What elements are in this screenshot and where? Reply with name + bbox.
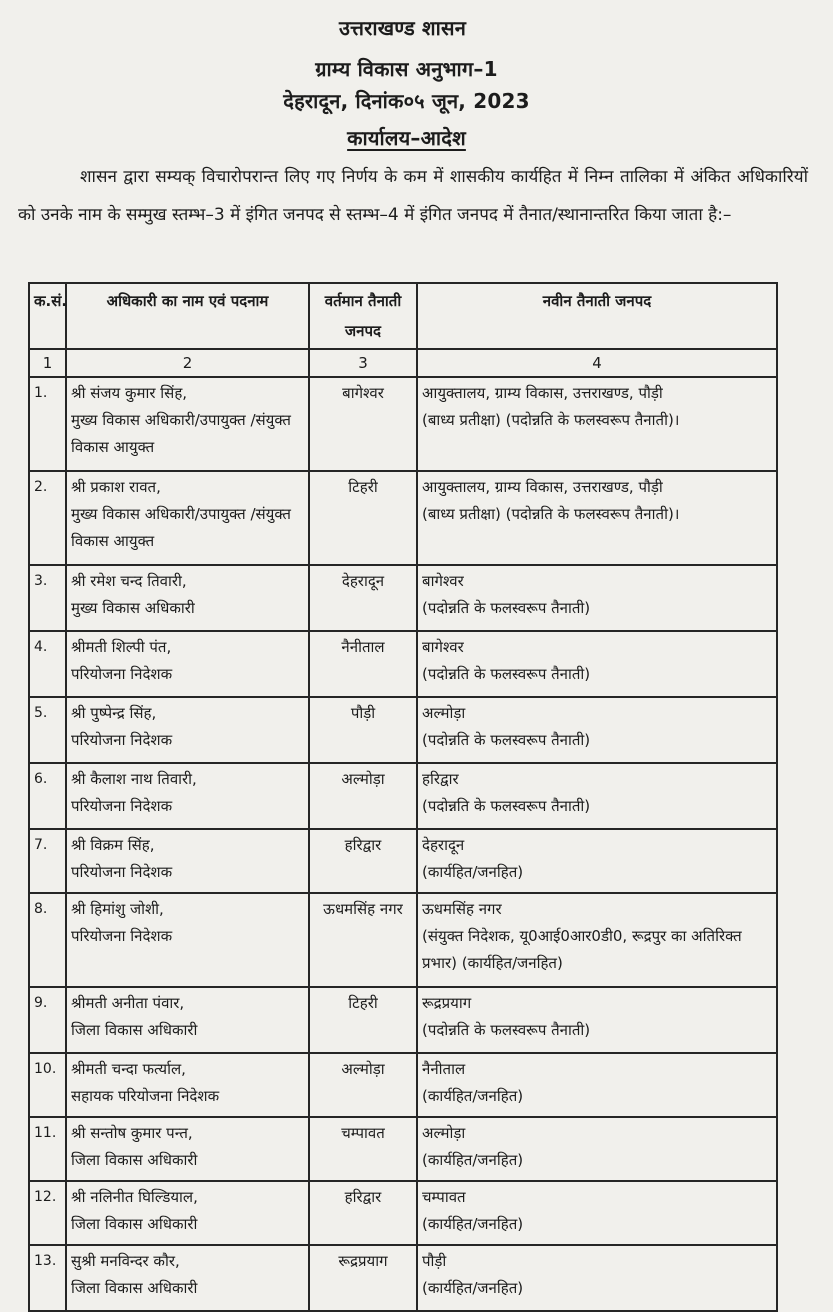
header-new-district: नवीन तैनाती जनपद: [417, 283, 777, 349]
order-paragraph: [18, 158, 808, 234]
new-posting: चम्पावत: [422, 1188, 466, 1206]
new-posting: आयुक्तालय, ग्राम्य विकास, उत्तराखण्ड, पौड़ी: [422, 384, 663, 402]
new-district-cell: [417, 1053, 777, 1117]
current-district-cell: रूद्रप्रयाग: [309, 1245, 417, 1311]
header-officer: अधिकारी का नाम एवं पदनाम: [66, 283, 309, 349]
officer-designation: परियोजना निदेशक: [71, 797, 173, 815]
serial-cell: 8.: [29, 893, 66, 987]
new-posting: हरिद्वार: [422, 770, 459, 788]
new-district-cell: [417, 829, 777, 893]
col-number: 1: [29, 349, 66, 377]
officer-designation: जिला विकास अधिकारी: [71, 1021, 198, 1039]
officer-name: श्री कैलाश नाथ तिवारी,: [71, 770, 197, 788]
current-district-cell: पौड़ी: [309, 697, 417, 763]
officer-designation: परियोजना निदेशक: [71, 665, 173, 683]
table-row: [29, 1181, 777, 1245]
officer-name: श्री नलिनीत घिल्डियाल,: [71, 1188, 198, 1206]
new-district-cell: [417, 631, 777, 697]
serial-cell: 12.: [29, 1181, 66, 1245]
posting-note: (कार्यहित/जनहित): [422, 1279, 524, 1297]
officer-name: सुश्री मनविन्दर कौर,: [71, 1252, 180, 1270]
officer-cell: [66, 1181, 309, 1245]
table-row: [29, 377, 777, 471]
posting-note: (पदोन्नति के फलस्वरूप तैनाती): [422, 1021, 591, 1039]
officer-designation: जिला विकास अधिकारी: [71, 1151, 198, 1169]
header-current-district: वर्तमान तैनाती जनपद: [309, 283, 417, 349]
new-district-cell: [417, 1245, 777, 1311]
officer-name: श्री सन्तोष कुमार पन्त,: [71, 1124, 193, 1142]
new-district-cell: [417, 1181, 777, 1245]
officer-cell: [66, 565, 309, 631]
posting-note: (पदोन्नति के फलस्वरूप तैनाती): [422, 731, 591, 749]
serial-cell: 3.: [29, 565, 66, 631]
posting-note: (कार्यहित/जनहित): [422, 1151, 524, 1169]
new-posting: अल्मोड़ा: [422, 704, 466, 722]
current-district-cell: चम्पावत: [309, 1117, 417, 1181]
serial-cell: 1.: [29, 377, 66, 471]
officer-cell: [66, 697, 309, 763]
new-posting: रूद्रप्रयाग: [422, 994, 472, 1012]
officer-designation: सहायक परियोजना निदेशक: [71, 1087, 220, 1105]
place-date: देहरादून, दिनांक०५ जून, 2023: [283, 89, 530, 113]
col-number: 2: [66, 349, 309, 377]
serial-cell: 9.: [29, 987, 66, 1053]
officer-name: श्रीमती शिल्पी पंत,: [71, 638, 172, 656]
new-posting: नैनीताल: [422, 1060, 466, 1078]
table-row: [29, 565, 777, 631]
new-district-cell: [417, 377, 777, 471]
officer-name: श्री संजय कुमार सिंह,: [71, 384, 188, 402]
posting-note: (पदोन्नति के फलस्वरूप तैनाती): [422, 797, 591, 815]
new-district-cell: [417, 471, 777, 565]
officer-cell: [66, 987, 309, 1053]
officer-name: श्री प्रकाश रावत,: [71, 478, 161, 496]
officer-designation: मुख्य विकास अधिकारी/उपायुक्त /संयुक्त विकास आयुक्त: [71, 505, 291, 550]
new-district-cell: [417, 763, 777, 829]
new-district-cell: [417, 1117, 777, 1181]
posting-note: (बाध्य प्रतीक्षा) (पदोन्नति के फलस्वरूप तैनाती)।: [422, 505, 680, 523]
current-district-cell: बागेश्वर: [309, 377, 417, 471]
current-district-cell: ऊधमसिंह नगर: [309, 893, 417, 987]
posting-note: (पदोन्नति के फलस्वरूप तैनाती): [422, 665, 591, 683]
officer-name: श्री हिमांशु जोशी,: [71, 900, 164, 918]
new-district-cell: [417, 987, 777, 1053]
officer-designation: परियोजना निदेशक: [71, 731, 173, 749]
officer-designation: जिला विकास अधिकारी: [71, 1279, 198, 1297]
current-district-cell: अल्मोड़ा: [309, 763, 417, 829]
current-district-cell: हरिद्वार: [309, 1181, 417, 1245]
posting-note: (बाध्य प्रतीक्षा) (पदोन्नति के फलस्वरूप तैनाती)।: [422, 411, 680, 429]
officer-cell: [66, 1245, 309, 1311]
posting-note: (कार्यहित/जनहित): [422, 863, 524, 881]
posting-note: (संयुक्त निदेशक, यू0आई0आर0डी0, रूद्रपुर का अतिरिक्त प्रभार) (कार्यहित/जनहित): [422, 927, 742, 972]
officer-designation: जिला विकास अधिकारी: [71, 1215, 198, 1233]
table-row: [29, 631, 777, 697]
current-district-cell: टिहरी: [309, 987, 417, 1053]
posting-note: (कार्यहित/जनहित): [422, 1087, 524, 1105]
table-body: [29, 377, 777, 1311]
new-district-cell: [417, 893, 777, 987]
table-row: [29, 697, 777, 763]
new-posting: बागेश्वर: [422, 638, 464, 656]
table-row: [29, 1245, 777, 1311]
new-posting: ऊधमसिंह नगर: [422, 900, 502, 918]
serial-cell: 11.: [29, 1117, 66, 1181]
new-posting: देहरादून: [422, 836, 465, 854]
table-row: [29, 763, 777, 829]
col-number: 4: [417, 349, 777, 377]
table-row: [29, 1053, 777, 1117]
posting-note: (पदोन्नति के फलस्वरूप तैनाती): [422, 599, 591, 617]
serial-cell: 6.: [29, 763, 66, 829]
order-paragraph-text: शासन द्वारा सम्यक् विचारोपरान्त लिए गए निर्णय के कम में शासकीय कार्यहित में निम्न तालिका में अंकित अधिकारियों को उनके नाम के सम्मुख स्तम्भ–3 में इंगित जनपद से स्तम्भ–4 में इंगित जनपद में तैनात/स्थानान्तरित किया जाता है:–: [18, 167, 808, 225]
current-district-cell: हरिद्वार: [309, 829, 417, 893]
officer-cell: [66, 377, 309, 471]
serial-cell: 13.: [29, 1245, 66, 1311]
header-serial: क.सं.: [29, 283, 66, 349]
new-posting: अल्मोड़ा: [422, 1124, 466, 1142]
department-section: ग्राम्य विकास अनुभाग–1: [315, 57, 498, 81]
table-row: [29, 893, 777, 987]
officer-designation: मुख्य विकास अधिकारी: [71, 599, 195, 617]
transfer-table: [28, 282, 778, 1312]
officer-cell: [66, 763, 309, 829]
officer-cell: [66, 1117, 309, 1181]
serial-cell: 2.: [29, 471, 66, 565]
officer-cell: [66, 829, 309, 893]
officer-name: श्री रमेश चन्द तिवारी,: [71, 572, 187, 590]
column-number-row: [29, 349, 777, 377]
table-row: [29, 829, 777, 893]
serial-cell: 7.: [29, 829, 66, 893]
serial-cell: 5.: [29, 697, 66, 763]
officer-cell: [66, 471, 309, 565]
table-row: [29, 471, 777, 565]
table-header-row: [29, 283, 777, 349]
officer-designation: मुख्य विकास अधिकारी/उपायुक्त /संयुक्त विकास आयुक्त: [71, 411, 291, 456]
officer-cell: [66, 1053, 309, 1117]
officer-name: श्रीमती अनीता पंवार,: [71, 994, 185, 1012]
new-posting: आयुक्तालय, ग्राम्य विकास, उत्तराखण्ड, पौड़ी: [422, 478, 663, 496]
table-row: [29, 987, 777, 1053]
current-district-cell: अल्मोड़ा: [309, 1053, 417, 1117]
serial-cell: 4.: [29, 631, 66, 697]
officer-name: श्रीमती चन्दा फर्त्याल,: [71, 1060, 186, 1078]
serial-cell: 10.: [29, 1053, 66, 1117]
officer-cell: [66, 893, 309, 987]
table-row: [29, 1117, 777, 1181]
col-number: 3: [309, 349, 417, 377]
current-district-cell: नैनीताल: [309, 631, 417, 697]
office-order-title: कार्यालय–आदेश: [347, 126, 466, 150]
officer-designation: परियोजना निदेशक: [71, 863, 173, 881]
current-district-cell: टिहरी: [309, 471, 417, 565]
officer-name: श्री पुष्पेन्द्र सिंह,: [71, 704, 157, 722]
new-district-cell: [417, 697, 777, 763]
officer-designation: परियोजना निदेशक: [71, 927, 173, 945]
government-title: उत्तराखण्ड शासन: [338, 16, 467, 40]
current-district-cell: देहरादून: [309, 565, 417, 631]
officer-name: श्री विक्रम सिंह,: [71, 836, 155, 854]
posting-note: (कार्यहित/जनहित): [422, 1215, 524, 1233]
officer-cell: [66, 631, 309, 697]
new-district-cell: [417, 565, 777, 631]
new-posting: पौड़ी: [422, 1252, 447, 1270]
new-posting: बागेश्वर: [422, 572, 464, 590]
